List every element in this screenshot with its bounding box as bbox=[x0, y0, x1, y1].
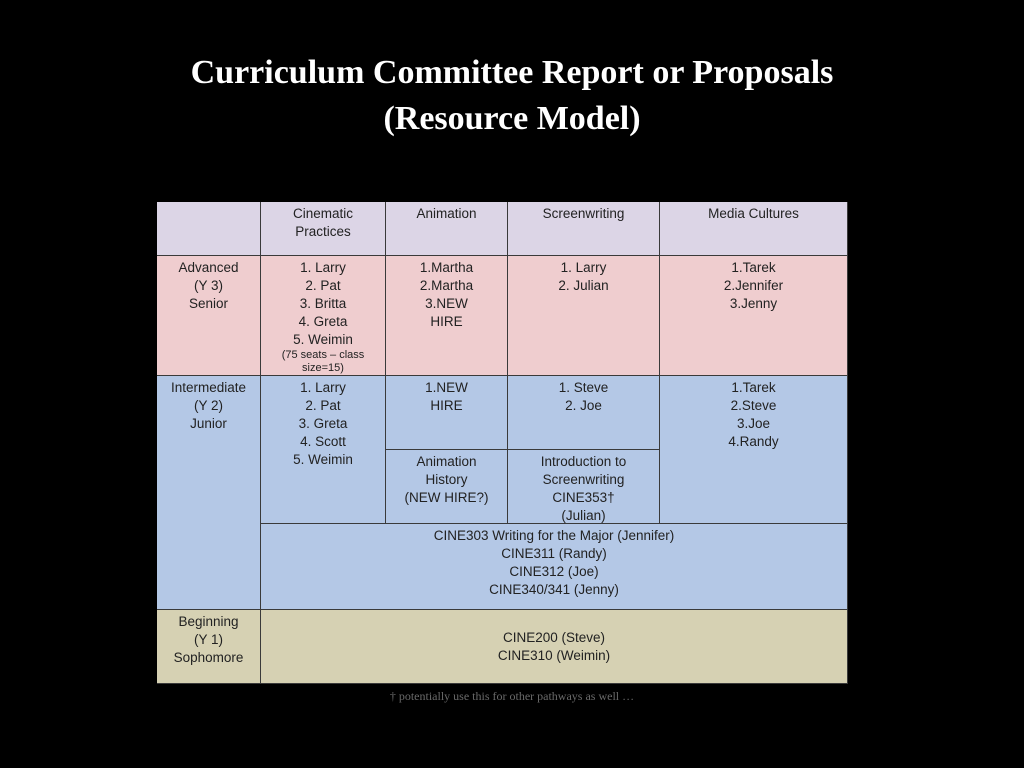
cell-line: 1.NEW bbox=[425, 380, 468, 395]
intermediate-shared-courses bbox=[261, 524, 848, 610]
cell-line: CINE353† bbox=[552, 490, 615, 505]
cell-line: CINE311 (Randy) bbox=[501, 546, 607, 561]
header-animation bbox=[386, 202, 508, 256]
cell-line: (Julian) bbox=[561, 508, 606, 523]
advanced-animation bbox=[386, 256, 508, 376]
cell-line: 2. Pat bbox=[305, 398, 341, 413]
advanced-cinematic-list bbox=[261, 259, 385, 349]
cell-line: Media Cultures bbox=[708, 206, 799, 221]
header-screenwriting bbox=[508, 202, 660, 256]
title-line-2: (Resource Model) bbox=[383, 100, 641, 137]
cell-line: 4. Scott bbox=[300, 434, 346, 449]
cell-line: Animation bbox=[416, 454, 477, 469]
cell-line: Advanced bbox=[178, 260, 239, 275]
cell-line: CINE303 Writing for the Major (Jennifer) bbox=[433, 528, 675, 543]
slide-title bbox=[0, 50, 1024, 142]
cell-line: (Y 2) bbox=[193, 398, 223, 413]
footnote: † potentially use this for other pathways as well … bbox=[389, 689, 635, 703]
advanced-screenwriting bbox=[508, 256, 660, 376]
cell-line: Junior bbox=[190, 416, 227, 431]
level-advanced bbox=[157, 256, 261, 376]
cell-line: (75 seats – class bbox=[281, 349, 365, 361]
intermediate-media-cultures bbox=[660, 376, 848, 524]
cell-line: (Y 3) bbox=[193, 278, 223, 293]
cell-line: HIRE bbox=[430, 314, 463, 329]
cell-line: 1. Steve bbox=[558, 380, 609, 395]
title-line-1: Curriculum Committee Report or Proposals bbox=[190, 54, 834, 91]
cell-line: 3.Joe bbox=[736, 416, 771, 431]
cell-line: 5. Weimin bbox=[293, 332, 353, 347]
cell-line: Beginning bbox=[178, 614, 239, 629]
cell-line: 4. Greta bbox=[298, 314, 348, 329]
advanced-media-cultures bbox=[660, 256, 848, 376]
cell-line: 3. Greta bbox=[298, 416, 348, 431]
curriculum-table bbox=[157, 202, 848, 684]
cell-line: 5. Weimin bbox=[293, 452, 353, 467]
cell-line: (NEW HIRE?) bbox=[404, 490, 489, 505]
header-cinematic-practices bbox=[261, 202, 386, 256]
cell-line: History bbox=[425, 472, 468, 487]
level-intermediate bbox=[157, 376, 261, 610]
cell-line: 2.Jennifer bbox=[723, 278, 784, 293]
cell-line: 2.Martha bbox=[419, 278, 474, 293]
cell-line: size=15) bbox=[302, 362, 344, 374]
intermediate-animation bbox=[386, 376, 508, 450]
cell-line: HIRE bbox=[430, 398, 463, 413]
intermediate-screenwriting bbox=[508, 376, 660, 450]
cell-line: 1.Tarek bbox=[731, 380, 776, 395]
cell-line: Cinematic bbox=[292, 206, 354, 221]
cell-line: 1. Larry bbox=[560, 260, 607, 275]
level-beginning bbox=[157, 610, 261, 684]
cell-line: Sophomore bbox=[173, 650, 244, 665]
cell-line: 1. Larry bbox=[300, 260, 346, 275]
header-corner-cell bbox=[157, 202, 261, 256]
intermediate-cinematic-practices bbox=[261, 376, 386, 524]
cell-line: Senior bbox=[188, 296, 229, 311]
cell-line: CINE312 (Joe) bbox=[509, 564, 599, 579]
advanced-seats-note bbox=[261, 349, 385, 375]
cell-line: 2. Joe bbox=[565, 398, 602, 413]
cell-line: 2. Julian bbox=[558, 278, 609, 293]
header-media-cultures bbox=[660, 202, 848, 256]
cell-line: 1.Tarek bbox=[731, 260, 776, 275]
cell-line: Practices bbox=[295, 224, 351, 239]
cell-line: CINE340/341 (Jenny) bbox=[489, 582, 619, 597]
cell-line: 1. Larry bbox=[300, 380, 346, 395]
advanced-cinematic-practices bbox=[261, 256, 386, 376]
cell-line: 4.Randy bbox=[728, 434, 779, 449]
cell-line: CINE200 (Steve) bbox=[502, 629, 606, 645]
cell-line: (Y 1) bbox=[193, 632, 223, 647]
cell-line: 3. Britta bbox=[299, 296, 347, 311]
cell-line: CINE310 (Weimin) bbox=[497, 647, 611, 663]
intro-screenwriting-course bbox=[508, 450, 660, 524]
cell-line: Screenwriting bbox=[542, 472, 625, 487]
cell-line: 3.Jenny bbox=[729, 296, 778, 311]
animation-history-course bbox=[386, 450, 508, 524]
cell-line: Introduction to bbox=[540, 454, 627, 469]
cell-line: Screenwriting bbox=[542, 206, 625, 221]
cell-line: Intermediate bbox=[170, 380, 247, 395]
cell-line: 1.Martha bbox=[419, 260, 474, 275]
cell-line: 3.NEW bbox=[425, 296, 468, 311]
cell-line: Animation bbox=[416, 206, 477, 221]
cell-line: 2.Steve bbox=[730, 398, 777, 413]
beginning-shared-courses bbox=[261, 610, 848, 684]
cell-line: 2. Pat bbox=[305, 278, 341, 293]
